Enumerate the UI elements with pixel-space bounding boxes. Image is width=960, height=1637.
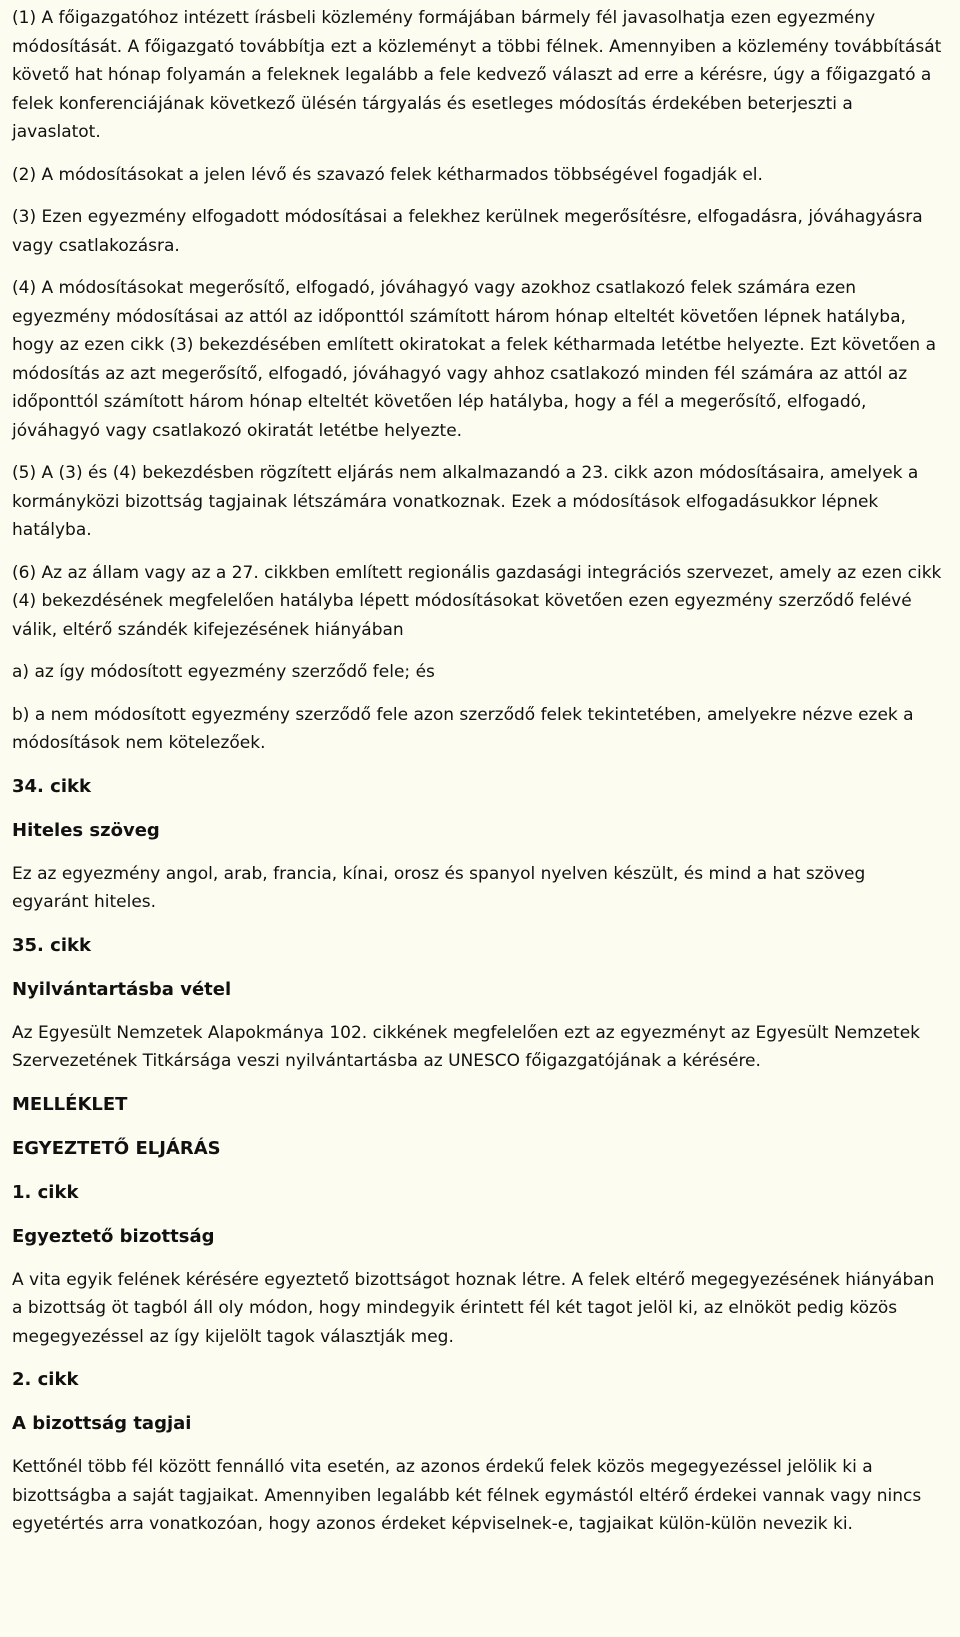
paragraph-33-2: (2) A módosításokat a jelen lévő és szavazó felek kétharmados többségével fogadják el. xyxy=(12,164,763,185)
annex-title: EGYEZTETŐ ELJÁRÁS xyxy=(12,1137,221,1159)
article-34-number: 34. cikk xyxy=(12,775,91,797)
paragraph-33-4: (4) A módosításokat megerősítő, elfogadó, jóváhagyó vagy azokhoz csatlakozó felek számára ezen egyezmény módosításai az attól az időponttól számított három hónap elteltét követően lépnek hatályba, hogy az ezen cikk (3) bekezdésében említett okiratokat a felek kétharmada letétbe helyezte. Ezt követően a módosítás az azt megerősítő, elfogadó, jóváhagyó vagy ahhoz csatlakozó minden fél számára az attól az időponttól számított három hónap elteltét követően lép hatályba, hogy a fél a megerősítő, elfogadó, jóváhagyó vagy csatlakozó okiratát letétbe helyezte. xyxy=(12,278,937,441)
annex-article-1-title: Egyeztető bizottság xyxy=(12,1225,215,1247)
annex-label: MELLÉKLET xyxy=(12,1093,128,1115)
paragraph-33-1: (1) A főigazgatóhoz intézett írásbeli közlemény formájában bármely fél javasolhatja ezen egyezmény módosítását. A főigazgató továbbítja ezt a közleményt a többi félnek. Amennyiben a közlemény továbbítását követő hat hónap folyamán a feleknek legalább a fele kedvező választ ad erre a kérésre, úgy a főigazgató a felek konferenciájának következő ülésén tárgyalás és esetleges módosítás érdekében beterjeszti a javaslatot. xyxy=(12,8,942,142)
annex-article-2-text: Kettőnél több fél között fennálló vita esetén, az azonos érdekű felek közös megegyezéssel jelölik ki a bizottságba a saját tagjaikat. Amennyiben legalább két félnek egymástól eltérő érdekei vannak vagy nincs egyetértés arra vonatkozóan, hogy azonos érdeket képviselnek-e, tagjaikat külön-külön nevezik ki. xyxy=(12,1457,922,1534)
article-34-title: Hiteles szöveg xyxy=(12,819,160,841)
paragraph-33-3: (3) Ezen egyezmény elfogadott módosításai a felekhez kerülnek megerősítésre, elfogadásra, jóváhagyásra vagy csatlakozásra. xyxy=(12,207,923,256)
annex-article-2-title: A bizottság tagjai xyxy=(12,1413,192,1434)
article-35-text: Az Egyesült Nemzetek Alapokmánya 102. cikkének megfelelően ezt az egyezményt az Egyesült Nemzetek Szervezetének Titkársága veszi nyilvántartásba az UNESCO főigazgatójának a kérésére. xyxy=(12,1022,921,1071)
annex-article-1-number: 1. cikk xyxy=(12,1181,79,1203)
article-35-title: Nyilvántartásba vétel xyxy=(12,978,232,1000)
point-a: a) az így módosított egyezmény szerződő fele; és xyxy=(12,662,435,682)
annex-article-2-number: 2. cikk xyxy=(12,1369,79,1390)
paragraph-33-6: (6) Az az állam vagy az a 27. cikkben említett regionális gazdasági integrációs szervezet, amely az ezen cikk (4) bekezdésének megfelelően hatályba lépett módosításokat követően ezen egyezmény szerződő felévé válik, eltérő szándék kifejezésének hiányában xyxy=(12,562,942,640)
document-body xyxy=(12,4,946,1539)
article-35-number: 35. cikk xyxy=(12,934,91,956)
point-b: b) a nem módosított egyezmény szerződő fele azon szerződő felek tekintetében, amelyekre nézve ezek a módosítások nem kötelezőek. xyxy=(12,704,914,753)
article-34-text: Ez az egyezmény angol, arab, francia, kínai, orosz és spanyol nyelven készült, és mind a hat szöveg egyaránt hiteles. xyxy=(12,863,866,912)
paragraph-33-5: (5) A (3) és (4) bekezdésben rögzített eljárás nem alkalmazandó a 23. cikk azon módosításaira, amelyek a kormányközi bizottság tagjainak létszámára vonatkoznak. Ezek a módosítások elfogadásukkor lépnek hatályba. xyxy=(12,463,919,540)
annex-article-1-text: A vita egyik felének kérésére egyeztető bizottságot hoznak létre. A felek eltérő megegyezésének hiányában a bizottság öt tagból áll oly módon, hogy mindegyik érintett fél két tagot jelöl ki, az elnököt pedig közös megegyezéssel az így kijelölt tagok választják meg. xyxy=(12,1269,935,1347)
